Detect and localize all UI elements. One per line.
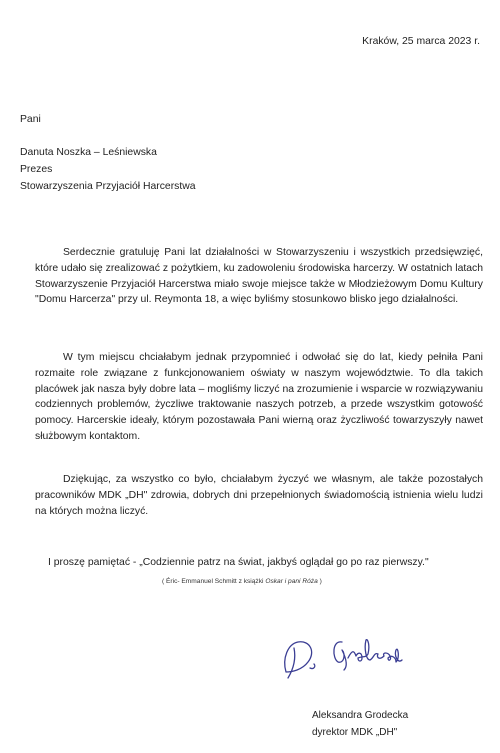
salutation: Pani	[20, 114, 41, 125]
recipient-title: Prezes	[20, 164, 53, 175]
body-paragraph-2	[35, 350, 483, 445]
letter-date: Kraków, 25 marca 2023 r.	[362, 36, 480, 47]
recipient-name: Danuta Noszka – Leśniewska	[20, 147, 157, 158]
signature-name: Aleksandra Grodecka	[312, 710, 409, 721]
paragraph-text: W tym miejscu chciałabym jednak przypomnieć i odwołać się do lat, kiedy pełniła Pani rozmaite role związane z funkcjonowaniem oświaty w naszym województwie. To dla takich placówek jak nasza były dobre lata – mogliśmy liczyć na zrozumienie i wsparcie w rozwiązywaniu codziennych problemów, życzliwe traktowanie naszych potrzeb, a przede wszystkim gotowość pomocy. Harcerskie ideały, którym pozostawała Pani wierną oraz życzliwość towarzyszyły nawet służbowym kontaktom.	[35, 352, 483, 442]
body-paragraph-1	[35, 245, 483, 308]
quote-intro: I proszę pamiętać -	[48, 557, 137, 568]
quote-source	[162, 578, 322, 585]
quote-source-title: Oskar i pani Róża	[265, 578, 318, 585]
paragraph-text: Serdecznie gratuluję Pani lat działalności w Stowarzyszeniu i wszystkich przedsięwzięć, które udało się zrealizować z pożytkiem, ku zadowoleniu środowiska harcerzy. W ostatnich latach Stowarzyszenie Przyjaciół Harcerstwa miało swoje miejsce także w Młodzieżowym Domu Kultury "Domu Harcerza" przy ul. Reymonta 18, a więc byliśmy stosunkowo blisko jego działalności.	[35, 247, 483, 306]
quote-source-suffix: )	[317, 578, 322, 585]
recipient-organization: Stowarzyszenia Przyjaciół Harcerstwa	[20, 181, 196, 192]
quote-text: „Codziennie patrz na świat, jakbyś oglądał go po raz pierwszy."	[139, 557, 429, 568]
paragraph-text: Dziękując, za wszystko co było, chciałabym życzyć we własnym, ale także pozostałych pracowników MDK „DH" zdrowia, dobrych dni przepełnionych świadomością istnienia wielu ludzi na których można liczyć.	[35, 474, 483, 517]
signature-role: dyrektor MDK „DH"	[312, 727, 398, 738]
closing-quote-line	[48, 557, 488, 568]
body-paragraph-3	[35, 472, 483, 519]
quote-source-prefix: ( Éric- Emmanuel Schmitt z książki	[162, 578, 266, 585]
handwritten-signature	[272, 628, 422, 684]
